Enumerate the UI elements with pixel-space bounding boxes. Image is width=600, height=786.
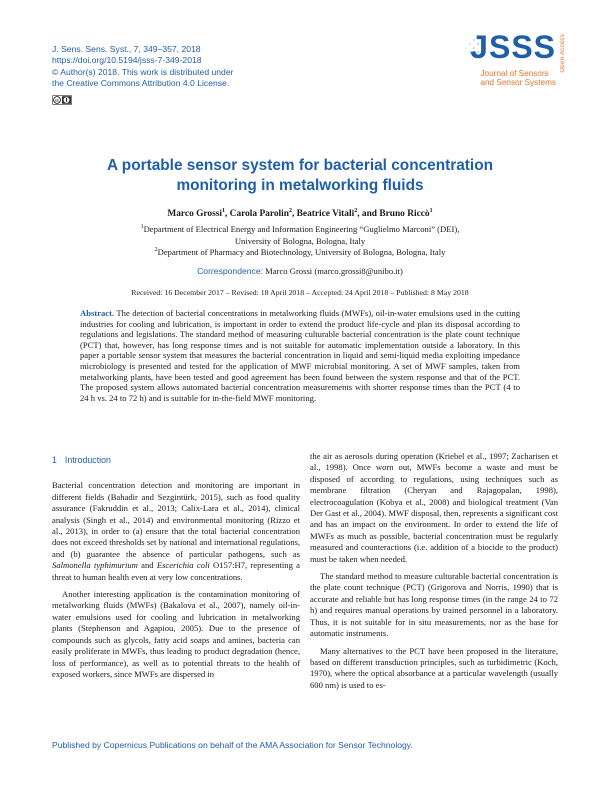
species-name: Salmonella typhimurium xyxy=(52,560,138,571)
affil-num: 2 xyxy=(154,247,158,254)
citation: J. Sens. Sens. Syst., 7, 349–357, 2018 xyxy=(52,44,201,54)
author-affil-ref: 1 xyxy=(221,207,225,214)
cc-by-icon[interactable] xyxy=(52,95,72,105)
author-affil-ref: 1 xyxy=(429,207,433,214)
author-affil-ref: 2 xyxy=(354,207,358,214)
abstract-text: The detection of bacterial concentrations in metalworking fluids (MWFs), oil-in-water emulsions used in the cutting industries for cooling and lubrication, is important in order to extend the product life-cycle and plan its disposal according to regulations and legislations. The standard method of measuring culturable bacterial concentration is the plate count technique (PCT) that, however, has long response times and is not suitable for automatic implementation outside a laboratory. In this paper a portable sensor system that measures the bacterial concentration in liquid and semi-liquid media exploiting impedance microbiology is presented and tested for the application of MWF microbial monitoring. A set of MWF samples, taken from metalworking plants, have been tested and good agreement has been found between the system response and that of the PCT. The proposed system allows automated bacterial concentration measurements with shorter response times than the PCT (4 to 24 h vs. 24 to 72 h) and is suitable for in-the-field MWF monitoring. xyxy=(80,308,520,403)
abstract xyxy=(80,308,520,403)
author[interactable]: Beatrice Vitali xyxy=(296,209,355,219)
affiliation-1-line1: Department of Electrical Energy and Information Engineering “Guglielmo Marconi” (DEI), xyxy=(143,224,460,234)
paragraph-text: O157:H7, representing a threat to human health even at very low concentrations. xyxy=(52,560,300,582)
logo-name-line1: Journal of Sensors xyxy=(480,69,549,78)
author[interactable]: Carola Parolin xyxy=(229,209,289,219)
affiliation-1-line2: University of Bologna, Bologna, Italy xyxy=(234,235,366,246)
title-line1: A portable sensor system for bacterial concentration xyxy=(106,157,493,174)
open-access-label: Open Access xyxy=(560,34,566,73)
license-line[interactable]: the Creative Commons Attribution 4.0 License. xyxy=(52,78,230,89)
section-heading xyxy=(52,455,300,466)
paragraph: Another interesting application is the contamination monitoring of metalworking fluids (MWFs) (Bakalova et al., 2007), namely oil-in-water emulsions used for cooling and lubrication in metalworking plants (Stephenson and Agapiou, 2005). Due to the presence of compounds such as glycols, fatty acid soaps and amines, bacteria can easily proliferate in MWFs, thus leading to product degradation (hence, loss of performance), as well as to potential threats to the health of exposed workers, since MWFs are dispersed in xyxy=(52,589,300,679)
paragraph-text: and xyxy=(137,560,157,571)
title-line2: monitoring in metalworking fluids xyxy=(176,177,424,194)
section-title: Introduction xyxy=(64,455,111,465)
logo-mark: JSSS xyxy=(470,29,556,65)
author[interactable]: Bruno Riccò xyxy=(379,209,430,219)
abstract-label: Abstract. xyxy=(80,308,115,318)
publisher-footer: Published by Copernicus Publications on behalf of the AMA Association for Sensor Technology. xyxy=(52,740,413,750)
paragraph: Many alternatives to the PCT have been proposed in the literature, based on different transduction principles, such as turbidimetric (Koch, 1970), where the optical absorbance at a particular wavelength (usually 600 nm) is used to es- xyxy=(310,645,558,690)
author-sep: , xyxy=(224,209,230,219)
journal-logo[interactable] xyxy=(448,28,566,98)
author-affil-ref: 2 xyxy=(288,207,292,214)
affil-num: 1 xyxy=(140,224,144,231)
body-column-left xyxy=(52,455,300,686)
journal-meta xyxy=(52,44,233,90)
section-number: 1 xyxy=(52,455,57,465)
correspondence-label: Correspondence: xyxy=(197,266,264,276)
body-column-right xyxy=(310,451,558,697)
species-name: Escerichia coli xyxy=(156,560,210,571)
article-title xyxy=(60,156,540,196)
svg-text:cc: cc xyxy=(55,98,59,103)
doi-link[interactable]: https://doi.org/10.5194/jsss-7-349-2018 xyxy=(52,55,202,66)
affiliation-2: Department of Pharmacy and Biotechnology, University of Bologna, Bologna, Italy xyxy=(157,247,446,258)
author[interactable]: Marco Grossi xyxy=(167,209,222,219)
affiliations xyxy=(0,224,600,259)
paragraph: The standard method to measure culturable bacterial concentration is the plate count technique (PCT) (Grigorova and Norris, 1990) that is accurate and reliable but has long response times (in the range 24 to 72 h) and requires manual operations by trained personnel in a laboratory. Thus, it is not suitable for in situ measurements, nor as the base for automatic instruments. xyxy=(310,571,558,639)
paragraph xyxy=(52,480,300,583)
author-list xyxy=(0,209,600,219)
publication-dates: Received: 16 December 2017 – Revised: 18 April 2018 – Accepted: 24 April 2018 – Published: 8 May 2018 xyxy=(131,288,469,297)
paragraph: the air as aerosols during operation (Kriebel et al., 1997; Zacharisen et al., 1998). Once worn out, MWFs become a waste and must be disposed of according to regulations, using techniques such as membrane filtration (Cheryan and Rajagopalan, 1998), electrocoagulation (Kobya et al., 2008) and biological treatment (Van Der Gast et al., 2004). MWF disposal, then, represents a significant cost and has an impact on the environment. In order to extend the life of MWFs as much as possible, bacterial concentration must be regularly measured and counteractions (i.e. addition of a biocide to the product) must be taken when needed. xyxy=(310,451,558,564)
logo-journal-name xyxy=(480,69,556,87)
logo-name-line2: and Sensor Systems xyxy=(480,78,556,87)
paragraph-text: Bacterial concentration detection and monitoring are important in different fields (Bahadir and Sezgintürk, 2015), such as food quality assurance (Fakruddin et al., 2013; Calix-Lara et al., 2014), clinical analysis (Singh et al., 2014) and environmental monitoring (Rizzo et al., 2013), in order to (a) ensure that the total bacterial concentration does not exceed thresholds set by national and international regulations, and (b) guarantee the absence of particular pathogens, such as xyxy=(52,480,300,559)
correspondence-contact[interactable]: Marco Grossi (marco.grossi8@unibo.it) xyxy=(263,266,403,276)
author-sep: , and xyxy=(357,209,380,219)
correspondence xyxy=(0,266,600,276)
copyright-line: © Author(s) 2018. This work is distributed under xyxy=(52,66,234,77)
author-sep: , xyxy=(291,209,297,219)
